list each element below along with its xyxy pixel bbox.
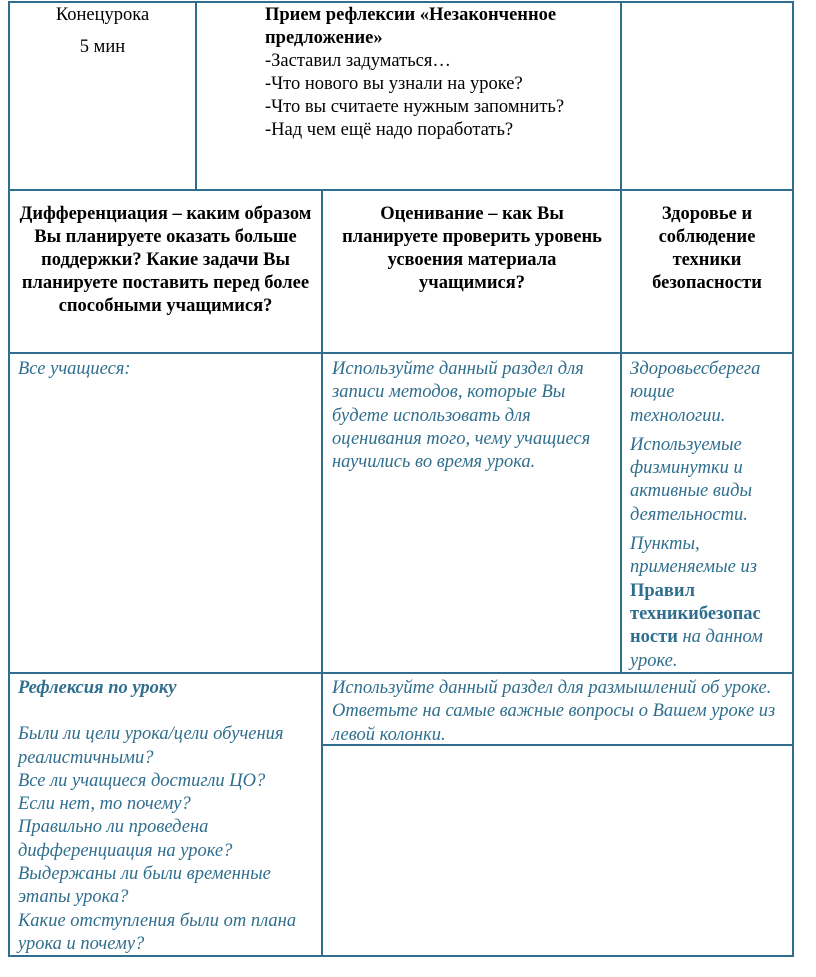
assessment-hint: Используйте данный раздел для записи методов, которые Вы будете использовать для оценивания того, чему учащиеся научились во время урока. bbox=[332, 359, 591, 473]
stage-title: Конецурока bbox=[55, 5, 150, 25]
row1-divider bbox=[8, 189, 794, 191]
reflection-method-cell bbox=[265, 4, 615, 142]
reflection-question: Были ли цели урока/цели обучения реалистичными? bbox=[18, 724, 284, 768]
reflection-hint: Используйте данный раздел для размышлений об уроке. Ответьте на самые важные вопросы о Вашем уроке из левой колонки. bbox=[332, 678, 776, 745]
stage-time: 5 мин bbox=[79, 37, 126, 57]
reflection-line-3: -Что вы считаете нужным запомнить? bbox=[265, 97, 565, 117]
col-divider-1 bbox=[321, 189, 323, 957]
health-activities: Используемые физминутки и активные виды деятельности. bbox=[630, 434, 753, 525]
reflection-line-4: -Над чем ещё надо поработать? bbox=[265, 120, 514, 140]
header-assessment: Оценивание – как Вы планируете проверить уровень усвоения материала учащимися? bbox=[342, 204, 602, 293]
table-border-right bbox=[792, 1, 794, 957]
stage-cell bbox=[10, 4, 195, 59]
all-students-cell bbox=[18, 358, 316, 381]
row1-col-divider-b bbox=[620, 1, 622, 191]
reflection-questions-cell bbox=[18, 677, 316, 956]
health-details-cell: Здоровьесберега ющие технологии. Используемые физминутки и активные виды деятельности. Пункты, применяемые из Правил техникибезопас ности на данном уроке. bbox=[630, 358, 790, 673]
reflection-method-heading: Прием рефлексии «Незаконченное предложение» bbox=[265, 5, 557, 48]
reflection-question: Выдержаны ли были временные этапы урока? bbox=[18, 864, 271, 908]
row1-col-divider-a bbox=[195, 1, 197, 191]
health-rules: Пункты, применяемые из Правил техникибезопас ности на данном уроке. bbox=[630, 534, 763, 671]
header-divider bbox=[8, 352, 794, 354]
table-border-left bbox=[8, 1, 10, 957]
reflection-title: Рефлексия по уроку bbox=[18, 678, 177, 698]
col-divider-2 bbox=[620, 189, 622, 674]
reflection-question: Правильно ли проведена дифференциация на уроке? bbox=[18, 817, 233, 861]
all-students-label: Все учащиеся: bbox=[18, 359, 131, 379]
assessment-hint-cell bbox=[332, 358, 614, 474]
reflection-line-2: -Что нового вы узнали на уроке? bbox=[265, 74, 523, 94]
reflection-line-1: -Заставил задуматься… bbox=[265, 51, 451, 71]
reflection-question: Если нет, то почему? bbox=[18, 794, 191, 815]
header-health: Здоровье и соблюдение техники безопасности bbox=[652, 204, 762, 293]
reflection-question: Все ли учащиеся достигли ЦО? bbox=[18, 770, 266, 791]
table-border-top bbox=[8, 1, 794, 3]
reflection-question: Какие отступления были от плана урока и почему? bbox=[18, 910, 297, 954]
header-differentiation: Дифференциация – каким образом Вы планируете оказать больше поддержки? Какие задачи Вы планируете поставить перед более способными учащимися? bbox=[19, 204, 312, 316]
reflection-hint-cell bbox=[332, 677, 787, 747]
